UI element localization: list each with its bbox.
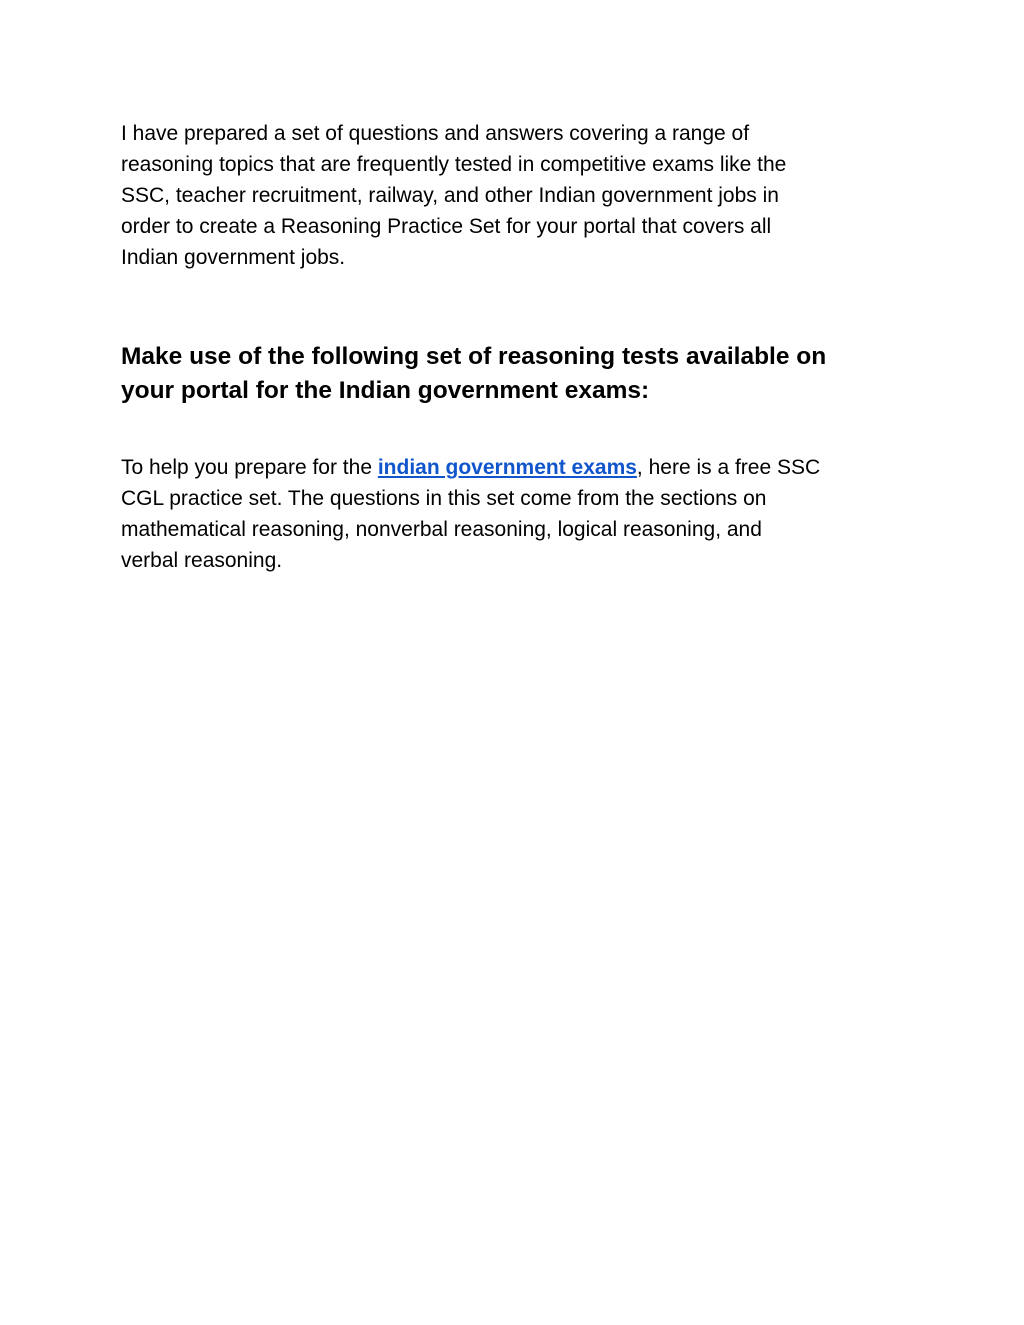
indian-government-exams-link[interactable]: indian government exams: [377, 456, 637, 479]
body-line: CGL practice set. The questions in this set come from the sections on: [121, 487, 767, 510]
body-line: mathematical reasoning, nonverbal reasoning, logical reasoning, and: [121, 518, 762, 541]
document-page: [121, 118, 911, 576]
section-heading: [121, 340, 911, 408]
intro-line: reasoning topics that are frequently tested in competitive exams like the: [121, 153, 787, 176]
body-line: verbal reasoning.: [121, 549, 283, 572]
body-text-after-link: , here is a free SSC: [636, 456, 821, 479]
intro-line: I have prepared a set of questions and answers covering a range of: [121, 122, 750, 145]
intro-line: order to create a Reasoning Practice Set for your portal that covers all: [121, 215, 772, 238]
heading-line: your portal for the Indian government exams:: [121, 377, 650, 404]
body-line: [121, 452, 911, 483]
intro-line: Indian government jobs.: [121, 246, 346, 269]
heading-line: Make use of the following set of reasoning tests available on: [121, 343, 827, 370]
body-paragraph: [121, 452, 911, 576]
intro-line: SSC, teacher recruitment, railway, and other Indian government jobs in: [121, 184, 779, 207]
intro-paragraph: [121, 118, 911, 273]
body-text-before-link: To help you prepare for the: [121, 456, 378, 479]
